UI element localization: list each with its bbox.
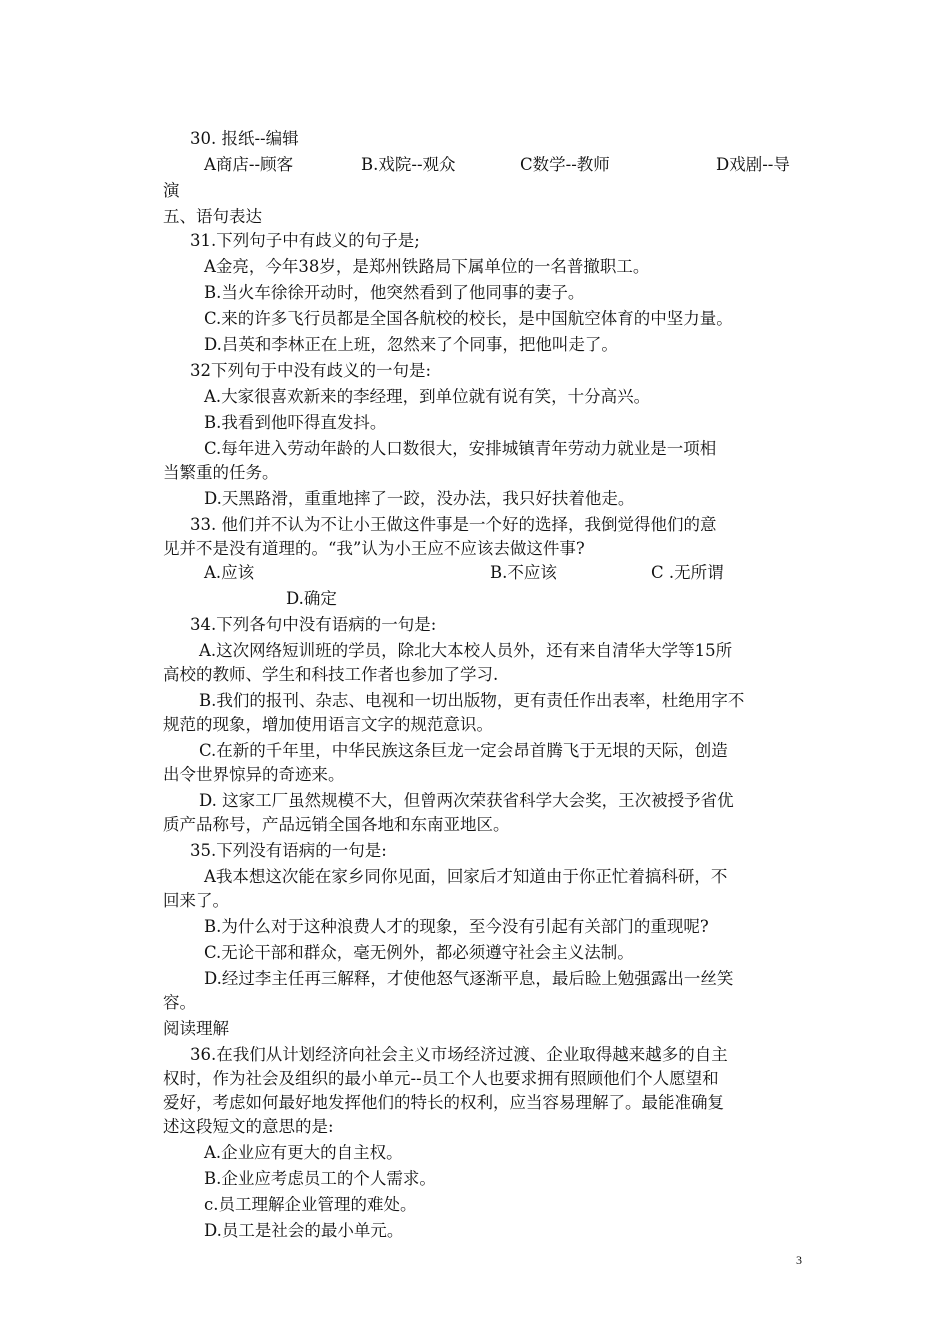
question-31-option-a: A金亮，今年38岁，是郑州铁路局下属单位的一名普撤职工。 (204, 257, 650, 276)
question-31-title: 31.下列句子中有歧义的句子是; (190, 231, 420, 250)
question-32-option-a: A.大家很喜欢新来的李经理，到单位就有说有笑，十分高兴。 (204, 387, 651, 406)
question-30-option-b: B.戏院--观众 (361, 155, 456, 174)
question-36-stem-line2: 权时，作为社会及组织的最小单元--员工个人也要求拥有照顾他们个人愿望和 (163, 1069, 719, 1088)
question-30-option-a: A商店--顾客 (204, 155, 294, 174)
question-33-option-c: C .无所谓 (651, 563, 724, 582)
question-35-option-d-wrap: 容。 (163, 993, 196, 1012)
question-33-option-a: A.应该 (204, 563, 255, 582)
question-34-option-c: C.在新的千年里，中华民族这条巨龙一定会昂首腾飞于无垠的天际，创造 (199, 741, 728, 760)
question-35-option-b: B.为什么对于这种浪费人才的现象，至今没有引起有关部门的重现呢? (204, 917, 709, 936)
question-36-option-a: A.企业应有更大的自主权。 (204, 1143, 403, 1162)
question-35-option-d: D.经过李主任再三解释，才使他怒气逐渐平息，最后睑上勉强露出一丝笑 (204, 969, 734, 988)
question-34-option-b-wrap: 规范的现象，增加使用语言文字的规范意识。 (163, 715, 493, 734)
question-32-option-c: C.每年进入劳动年龄的人口数很大，安排城镇青年劳动力就业是一项相 (204, 439, 717, 458)
question-36-stem: 36.在我们从计划经济向社会主义市场经济过渡、企业取得越来越多的自主 (190, 1045, 728, 1064)
question-31-option-d: D.吕英和李林正在上班，忽然来了个同事，把他叫走了。 (204, 335, 618, 354)
question-31-option-c: C.来的许多飞行员都是全国各航校的校长，是中国航空体育的中坚力量。 (204, 309, 733, 328)
question-34-option-a-wrap: 高校的教师、学生和科技工作者也参加了学习. (163, 665, 499, 684)
question-35-option-a-wrap: 回来了。 (163, 891, 229, 910)
question-30-option-d: D戏剧--导 (716, 155, 790, 174)
question-36-option-d: D.员工是社会的最小单元。 (204, 1221, 404, 1240)
question-34-option-a: A.这次网络短训班的学员，除北大本校人员外，还有来自清华大学等15所 (199, 641, 733, 660)
question-35-option-c: C.无论干部和群众，毫无例外，都必须遵守社会主义法制。 (204, 943, 634, 962)
section-heading-5: 五、语句表达 (163, 207, 262, 226)
question-32-option-d: D.天黑路滑，重重地摔了一跤，没办法，我只好扶着他走。 (204, 489, 635, 508)
question-33-stem-wrap: 见并不是没有道理的。“我”认为小王应不应该去做这件事? (163, 539, 585, 558)
question-36-stem-line3: 爱好，考虑如何最好地发挥他们的特长的权利，应当容易理解了。最能准确复 (163, 1093, 724, 1112)
question-34-option-c-wrap: 出令世界惊异的奇迹来。 (163, 765, 345, 784)
question-36-stem-line4: 述这段短文的意思的是: (163, 1117, 334, 1136)
question-30-title: 30. 报纸--编辑 (190, 129, 299, 148)
question-34-title: 34.下列各句中没有语病的一句是: (190, 615, 437, 634)
question-35-title: 35.下列没有语病的一句是: (190, 841, 387, 860)
question-35-option-a: A我本想这次能在家乡同你见面，回家后才知道由于你正忙着搞科研，不 (204, 867, 728, 886)
question-34-option-d-wrap: 质产品称号，产品远销全国各地和东南亚地区。 (163, 815, 510, 834)
question-33-stem: 33. 他们并不认为不让小王做这件事是一个好的选择，我倒觉得他们的意 (190, 515, 717, 534)
question-33-option-d: D.确定 (286, 589, 337, 608)
question-32-title: 32下列句于中没有歧义的一句是: (190, 361, 432, 380)
section-heading-reading: 阅读理解 (163, 1019, 229, 1038)
page-number: 3 (796, 1253, 802, 1267)
question-30-option-d-wrap: 演 (163, 181, 180, 200)
question-36-option-b: B.企业应考虑员工的个人需求。 (204, 1169, 436, 1188)
question-34-option-d: D. 这家工厂虽然规模不大，但曾两次荣获省科学大会奖，王次被授予省优 (199, 791, 734, 810)
question-32-option-b: B.我看到他吓得直发抖。 (204, 413, 387, 432)
question-33-option-b: B.不应该 (490, 563, 557, 582)
question-31-option-b: B.当火车徐徐开动时，他突然看到了他同事的妻子。 (204, 283, 585, 302)
question-34-option-b: B.我们的报刊、杂志、电视和一切出版物，更有责任作出表率，杜绝用字不 (199, 691, 745, 710)
question-32-option-c-wrap: 当繁重的任务。 (163, 463, 279, 482)
question-30-option-c: C数学--教师 (520, 155, 610, 174)
question-36-option-c: c.员工理解企业管理的难处。 (204, 1195, 417, 1214)
